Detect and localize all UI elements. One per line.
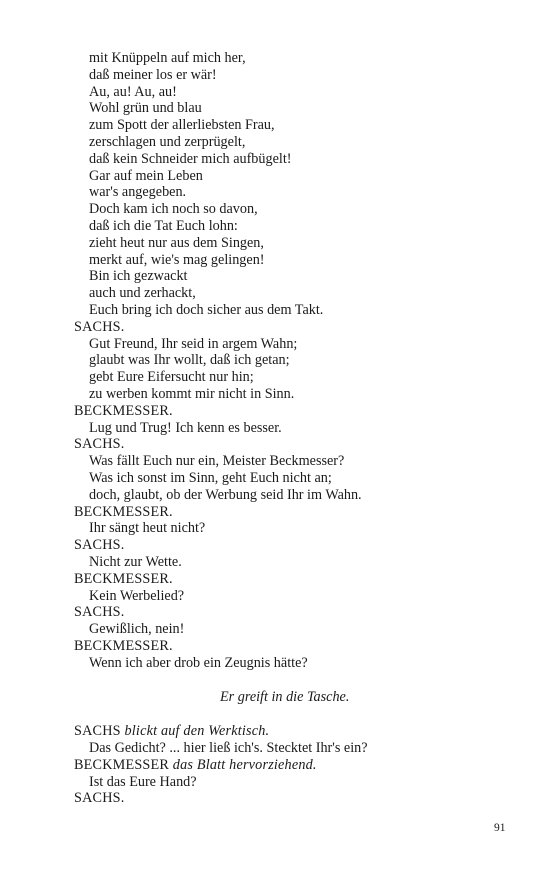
speaker-with-direction xyxy=(0,757,550,774)
stanza-gap xyxy=(0,706,550,724)
verse-line: Gewißlich, nein! xyxy=(89,621,185,638)
verse-line: Wohl grün und blau xyxy=(89,100,202,117)
verse-line: zu werben kommt mir nicht in Sinn. xyxy=(89,385,295,402)
speaker-name: BECKMESSER. xyxy=(74,570,173,587)
stage-direction: das Blatt hervorziehend. xyxy=(172,756,317,773)
speaker-name: SACHS. xyxy=(74,604,125,621)
verse-line: Euch bring ich doch sicher aus dem Takt. xyxy=(89,301,324,318)
verse-line: Nicht zur Wette. xyxy=(89,553,182,570)
verse-line: war's angegeben. xyxy=(89,184,187,201)
text-page xyxy=(0,50,550,807)
verse-line: Lug und Trug! Ich kenn es besser. xyxy=(89,419,282,436)
verse-line: Gar auf mein Leben xyxy=(89,167,203,184)
verse-line: Kein Werbelied? xyxy=(89,587,185,604)
verse-line: Gut Freund, Ihr seid in argem Wahn; xyxy=(89,335,298,352)
verse-line: Wenn ich aber drob ein Zeugnis hätte? xyxy=(89,654,308,671)
stanza-gap xyxy=(0,671,550,689)
verse-line: daß meiner los er wär! xyxy=(89,66,217,83)
stage-direction: Er greift in die Tasche. xyxy=(220,688,350,705)
page-number: 91 xyxy=(494,822,506,834)
verse-line: zum Spott der allerliebsten Frau, xyxy=(89,117,275,134)
verse-line: doch, glaubt, ob der Werbung seid Ihr im Wahn. xyxy=(89,486,362,503)
verse-line: glaubt was Ihr wollt, daß ich getan; xyxy=(89,352,290,369)
verse-line: Was fällt Euch nur ein, Meister Beckmesser? xyxy=(89,453,345,470)
speaker-name: BECKMESSER xyxy=(74,756,170,773)
verse-line: daß kein Schneider mich aufbügelt! xyxy=(89,150,292,167)
speaker-name: BECKMESSER. xyxy=(74,503,173,520)
verse-line: Ihr sängt heut nicht? xyxy=(89,520,206,537)
verse-line: mit Knüppeln auf mich her, xyxy=(89,50,246,66)
verse-line: Au, au! Au, au! xyxy=(89,83,177,100)
verse-line: Das Gedicht? ... hier ließ ich's. Stecktet Ihr's ein? xyxy=(89,740,368,757)
speaker-name: SACHS. xyxy=(74,790,125,807)
stage-direction: blickt auf den Werktisch. xyxy=(124,723,270,740)
speaker-name: SACHS. xyxy=(74,537,125,554)
verse-line: daß ich die Tat Euch lohn: xyxy=(89,217,238,234)
speaker-name: SACHS xyxy=(74,723,121,740)
verse-line: auch und zerhackt, xyxy=(89,285,196,302)
verse-line: Ist das Eure Hand? xyxy=(89,773,197,790)
verse-line: zieht heut nur aus dem Singen, xyxy=(89,234,264,251)
speaker-name: BECKMESSER. xyxy=(74,402,173,419)
verse-line: Bin ich gezwackt xyxy=(89,268,188,285)
speaker-with-direction xyxy=(0,723,550,740)
verse-line: Doch kam ich noch so davon, xyxy=(89,201,258,218)
speaker-name: SACHS. xyxy=(74,436,125,453)
speaker-name: SACHS. xyxy=(74,318,125,335)
verse-line: gebt Eure Eifersucht nur hin; xyxy=(89,369,254,386)
verse-line: Was ich sonst im Sinn, geht Euch nicht an; xyxy=(89,469,332,486)
verse-line: merkt auf, wie's mag gelingen! xyxy=(89,251,265,268)
speaker-name: BECKMESSER. xyxy=(74,637,173,654)
verse-line: zerschlagen und zerprügelt, xyxy=(89,133,246,150)
